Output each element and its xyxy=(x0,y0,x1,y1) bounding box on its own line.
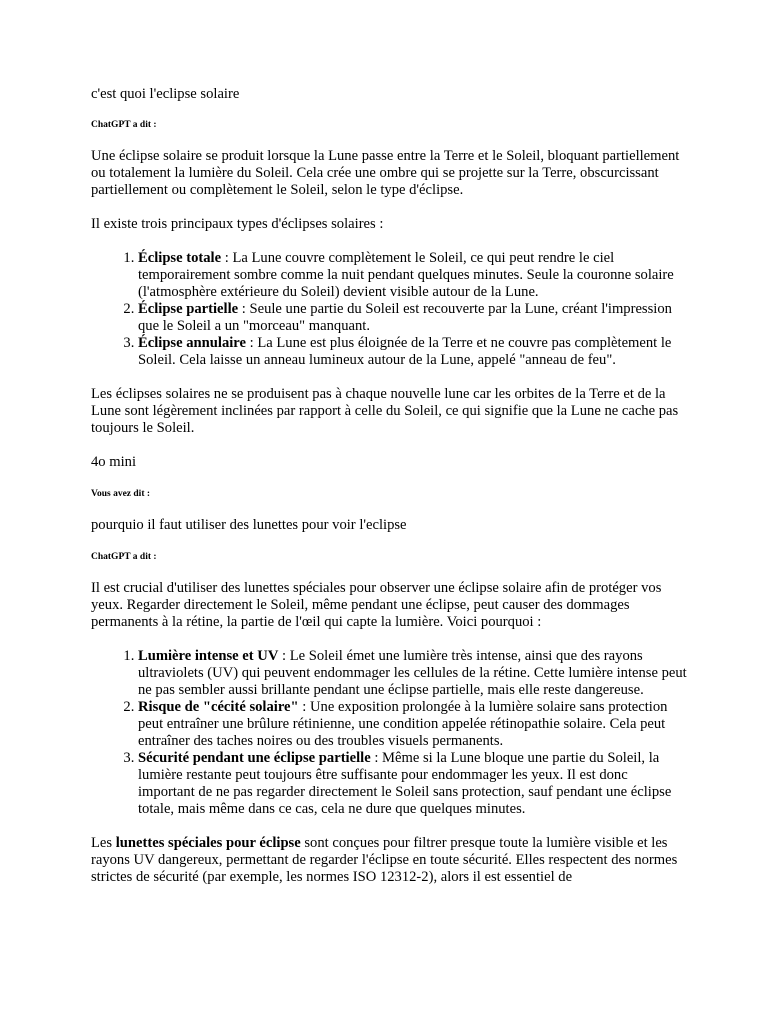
list-item-term: Éclipse partielle xyxy=(138,301,239,317)
answer-1-conclusion: Les éclipses solaires ne se produisent pas à chaque nouvelle lune car les orbites de la Terre et de la Lune sont légèrement inclinées par rapport à celle du Soleil, ce qui signifie que la Lune ne cache pas toujours le Soleil. xyxy=(91,386,679,436)
user-prompt-1: c'est quoi l'eclipse solaire xyxy=(91,86,240,102)
answer-2-final-paragraph xyxy=(91,835,688,886)
eclipse-types-list xyxy=(91,250,688,369)
final-rest: sont conçues pour filtrer presque toute la lumière visible et les rayons UV dangereux, permettant de regarder l'éclipse en toute sécurité. Elles respectent des normes strictes de sécurité (par exemple, les normes ISO 12312-2), alors il est essentiel de xyxy=(91,835,678,885)
speaker-label-chatgpt-2: ChatGPT a dit : xyxy=(91,552,157,562)
reasons-list xyxy=(91,648,688,818)
list-item xyxy=(138,750,688,818)
user-prompt-2: pourquio il faut utiliser des lunettes pour voir l'eclipse xyxy=(91,517,407,533)
speaker-label-chatgpt-1: ChatGPT a dit : xyxy=(91,120,157,130)
list-item xyxy=(138,250,688,301)
list-item-text: : Le Soleil émet une lumière très intense, ainsi que des rayons ultraviolets (UV) qui peuvent endommager les cellules de la rétine. Cette lumière intense peut ne pas sembler aussi brillante pendant une éclipse partielle, mais elle reste dangereuse. xyxy=(138,648,687,698)
answer-1-intro: Une éclipse solaire se produit lorsque la Lune passe entre la Terre et le Soleil, bloquant partiellement ou totalement la lumière du Soleil. Cela crée une ombre qui se projette sur la Terre, obscurcissant partiellement ou complètement le Soleil, selon le type d'éclipse. xyxy=(91,148,680,198)
list-item-text: : Seule une partie du Soleil est recouverte par la Lune, créant l'impression que le Soleil a un "morceau" manquant. xyxy=(138,301,672,334)
list-item xyxy=(138,301,688,335)
final-prefix: Les xyxy=(91,835,116,851)
list-item-text: : La Lune est plus éloignée de la Terre et ne couvre pas complètement le Soleil. Cela laisse un anneau lumineux autour de la Lune, appelé "anneau de feu". xyxy=(138,335,672,368)
answer-2-intro: Il est crucial d'utiliser des lunettes spéciales pour observer une éclipse solaire afin de protéger vos yeux. Regarder directement le Soleil, même pendant une éclipse, peut causer des dommages permanents à la rétine, la partie de l'œil qui capte la lumière. Voici pourquoi : xyxy=(91,580,662,630)
list-item-term: Éclipse annulaire xyxy=(138,335,246,351)
list-item xyxy=(138,699,688,750)
list-item-term: Sécurité pendant une éclipse partielle xyxy=(138,750,371,766)
list-item-term: Lumière intense et UV xyxy=(138,648,279,664)
list-item-term: Éclipse totale xyxy=(138,250,222,266)
list-item-text: : Même si la Lune bloque une partie du Soleil, la lumière restante peut toujours être suffisante pour endommager les yeux. Il est donc important de ne pas regarder directement le Soleil sans protection, sauf pendant une éclipse totale, mais même dans ce cas, cela ne dure que quelques minutes. xyxy=(138,750,672,817)
model-label: 4o mini xyxy=(91,454,136,470)
list-item xyxy=(138,335,688,369)
list-item-term: Risque de "cécité solaire" xyxy=(138,699,299,715)
list-item xyxy=(138,648,688,699)
list-item-text: : Une exposition prolongée à la lumière solaire sans protection peut entraîner une brûlure rétinienne, une condition appelée rétinopathie solaire. Cela peut entraîner des taches noires ou des troubles visuels permanents. xyxy=(138,699,668,749)
answer-1-types-intro: Il existe trois principaux types d'éclipses solaires : xyxy=(91,216,384,232)
final-bold-term: lunettes spéciales pour éclipse xyxy=(115,835,301,851)
list-item-text: : La Lune couvre complètement le Soleil, ce qui peut rendre le ciel temporairement sombre comme la nuit pendant quelques minutes. Seule la couronne solaire (l'atmosphère extérieure du Soleil) devient visible autour de la Lune. xyxy=(138,250,674,300)
speaker-label-user: Vous avez dit : xyxy=(91,489,151,499)
